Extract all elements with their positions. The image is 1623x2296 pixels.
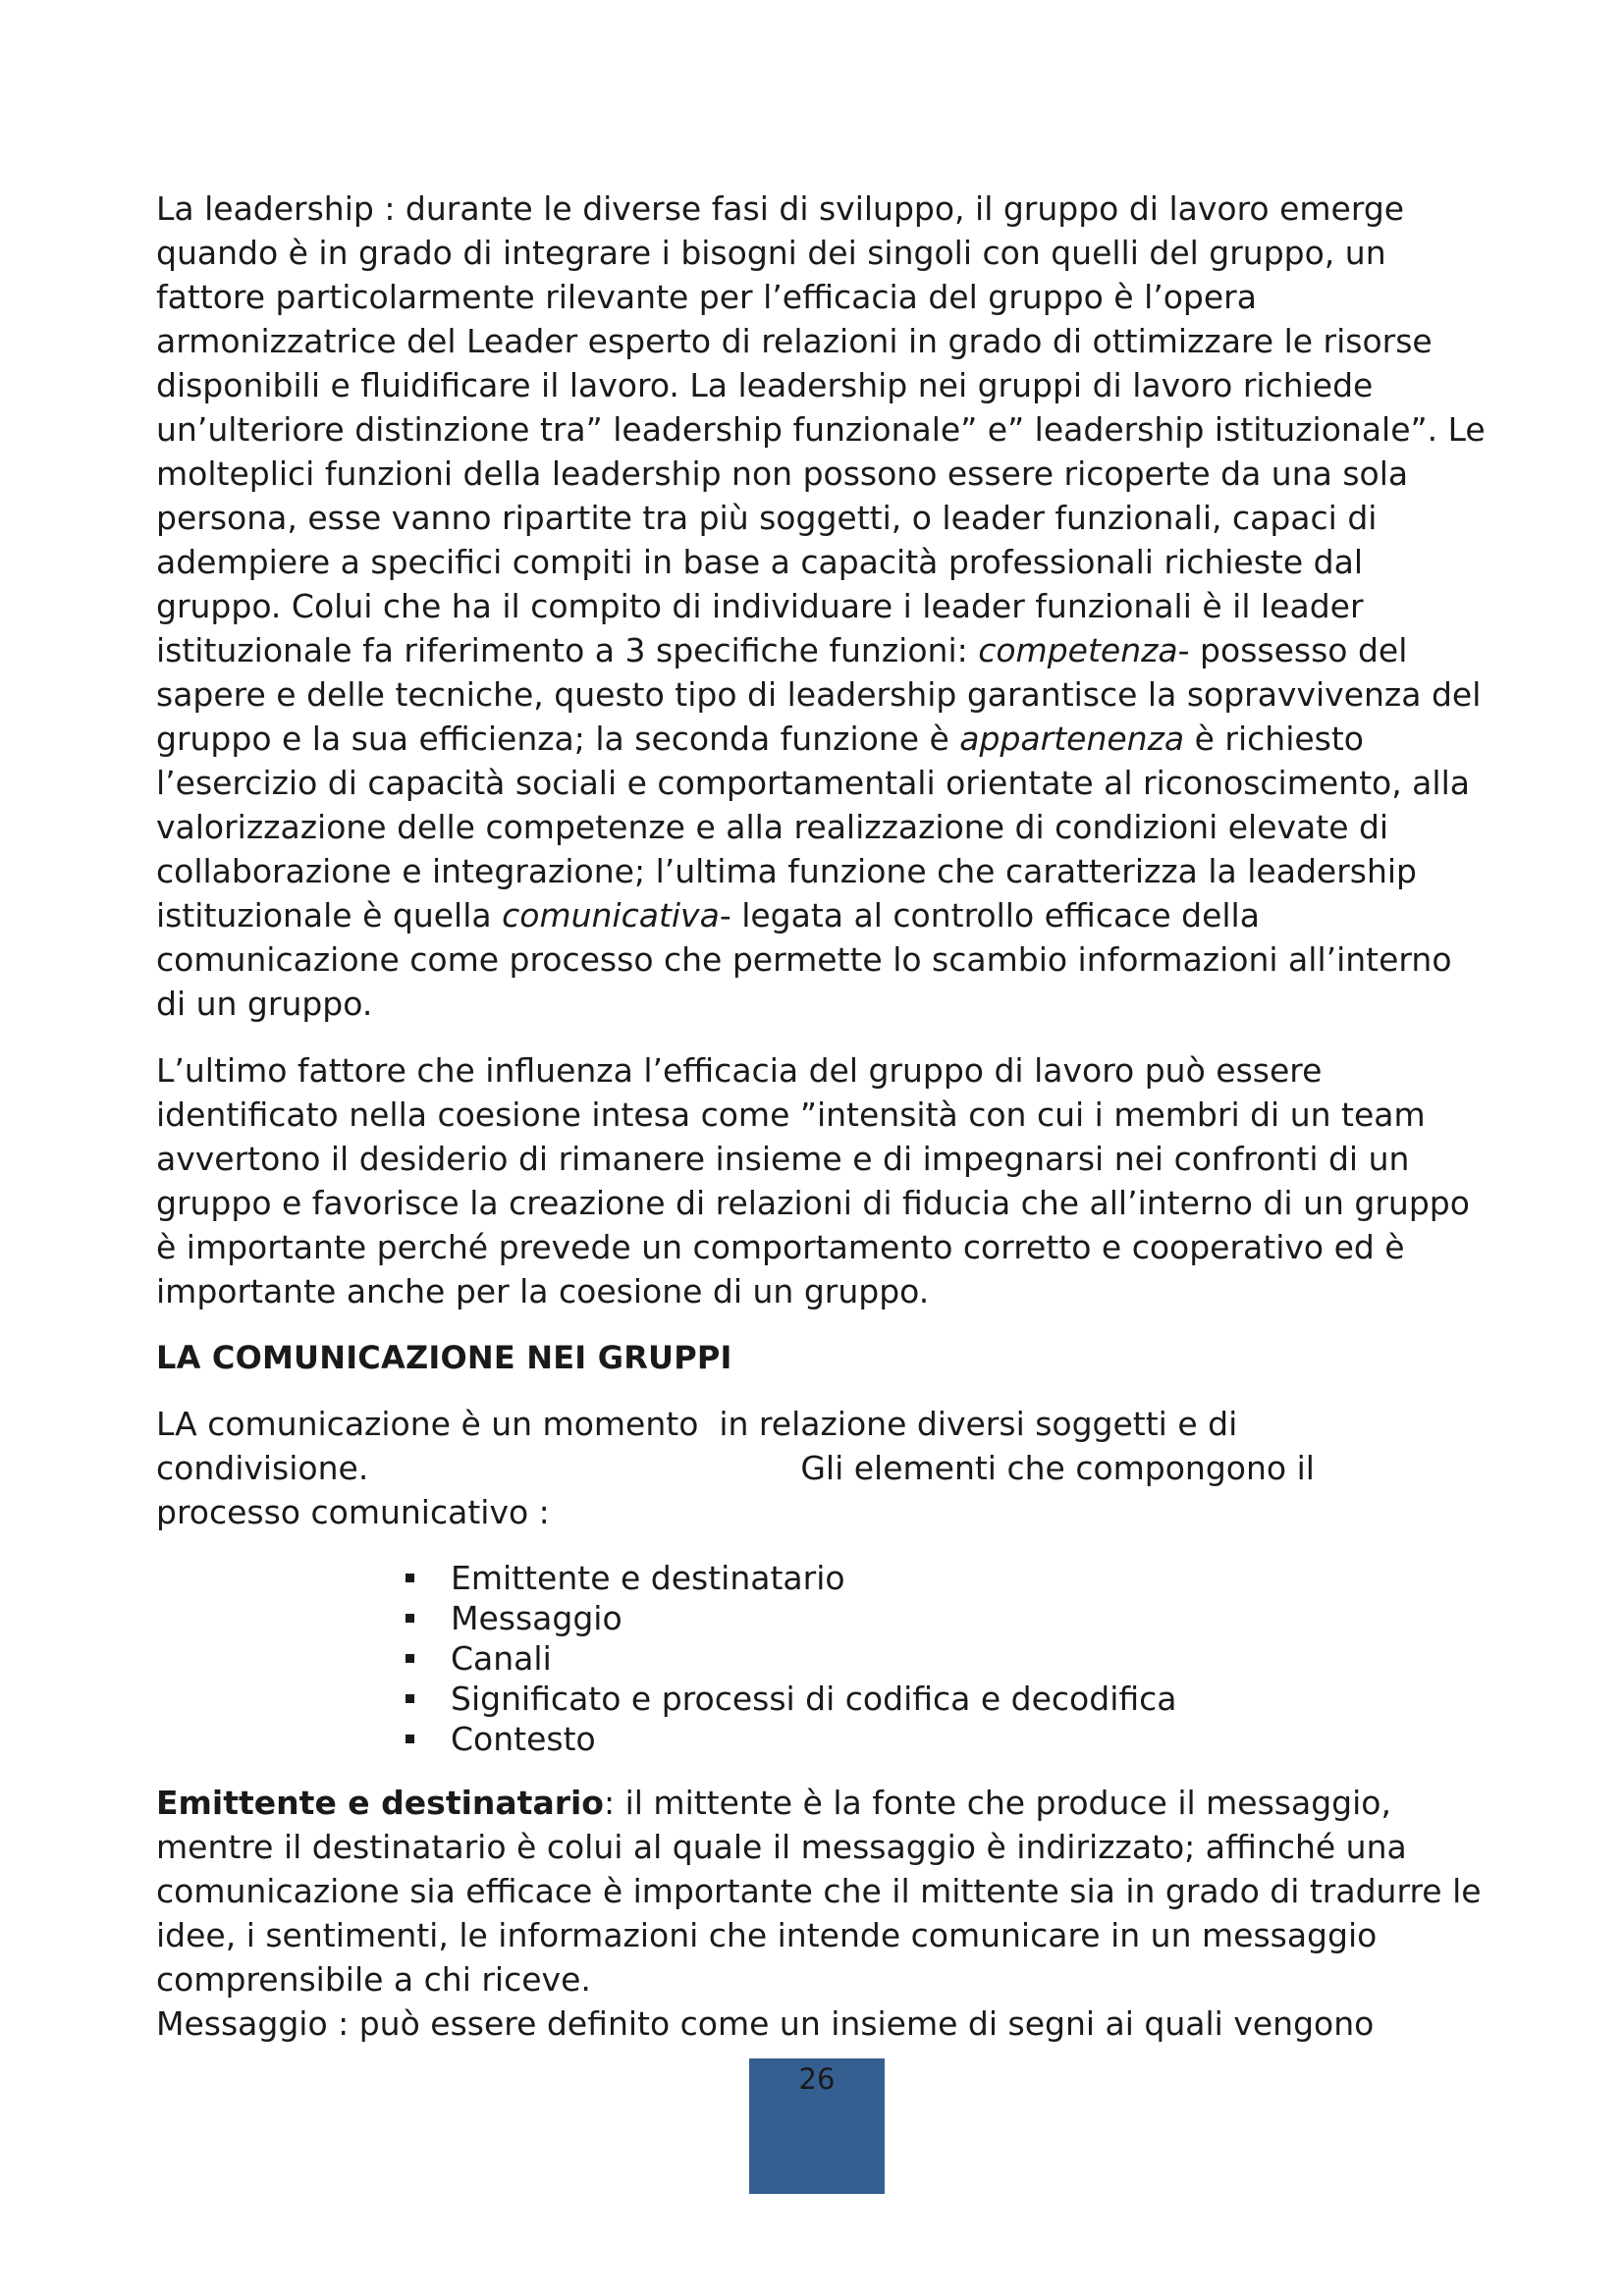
cohesion-paragraph: L’ultimo fattore che influenza l’efficacia del gruppo di lavoro può essere identificato nella coesione intesa come ”intensità con cui i membri di un team avvertono il desiderio di rimanere insieme e di impegnarsi nei confronti di un gruppo e favorisce la creazione di relazioni di fiducia che all’interno di un gruppo è importante perché prevede un comportamento corretto e cooperativo ed è importante anche per la coesione di un gruppo.	[156, 1051, 1470, 1310]
list-item: Emittente e destinatario	[402, 1558, 1491, 1598]
term-emittente: Emittente e destinatario	[156, 1784, 604, 1822]
list-item: Canali	[402, 1638, 1491, 1679]
section-heading: LA COMUNICAZIONE NEI GRUPPI	[156, 1339, 732, 1376]
list-item: Significato e processi di codifica e decodifica	[402, 1679, 1491, 1719]
communication-intro	[156, 1402, 1491, 1534]
elements-list	[156, 1558, 1491, 1759]
intro-line-2b: Gli elementi che compongono il	[800, 1449, 1315, 1487]
term-appartenenza: appartenenza	[959, 720, 1185, 758]
emittente-text: : il mittente è la fonte che produce il messaggio, mentre il destinatario è colui al quale il messaggio è indirizzato; affinché una comunicazione sia efficace è importante che il mittente sia in grado di tradurre le idee, i sentimenti, le informazioni che intende comunicare in un messaggio comprensibile a chi riceve.	[156, 1784, 1482, 1999]
leadership-text-part4: - legata al controllo efficace della comunicazione come processo che permette lo scambio informazioni all’interno di un gruppo.	[156, 896, 1452, 1023]
page-number: 26	[798, 2062, 836, 2096]
list-item: Messaggio	[402, 1598, 1491, 1638]
square-bullet-icon	[406, 1574, 414, 1582]
term-competenza: competenza	[978, 631, 1178, 669]
leadership-text-part3: è richiesto l’esercizio di capacità sociali e comportamentali orientate al riconoscimento, alla valorizzazione delle competenze e alla realizzazione di condizioni elevate di collaborazione e integrazione; l’ultima funzione che caratterizza la leadership istituzionale è quella	[156, 720, 1470, 934]
leadership-text-part2: - possesso del sapere e delle tecniche, questo tipo di leadership garantisce la sopravvivenza del gruppo e la sua efficienza; la seconda funzione è	[156, 631, 1482, 758]
square-bullet-icon	[406, 1614, 414, 1623]
messaggio-line: Messaggio : può essere definito come un insieme di segni ai quali vengono	[156, 2004, 1375, 2043]
page-number-box	[749, 2058, 885, 2194]
square-bullet-icon	[406, 1735, 414, 1743]
term-comunicativa: comunicativa	[502, 896, 720, 934]
list-item: Contesto	[402, 1719, 1491, 1759]
square-bullet-icon	[406, 1694, 414, 1703]
square-bullet-icon	[406, 1654, 414, 1663]
intro-line-2a: condivisione.	[156, 1449, 369, 1487]
emittente-paragraph	[156, 1781, 1491, 2002]
page-body	[156, 187, 1491, 2046]
intro-line-3: processo comunicativo :	[156, 1493, 550, 1531]
intro-line-1: LA comunicazione è un momento in relazione diversi soggetti e di	[156, 1405, 1238, 1443]
leadership-text-part1: La leadership : durante le diverse fasi di sviluppo, il gruppo di lavoro emerge quando è in grado di integrare i bisogni dei singoli con quelli del gruppo, un fattore particolarmente rilevante per l’efficacia del gruppo è l’opera armonizzatrice del Leader esperto di relazioni in grado di ottimizzare le risorse disponibili e fluidificare il lavoro. La leadership nei gruppi di lavoro richiede un’ulteriore distinzione tra” leadership funzionale” e” leadership istituzionale”. Le molteplici funzioni della leadership non possono essere ricoperte da una sola persona, esse vanno ripartite tra più soggetti, o leader funzionali, capaci di adempiere a specifici compiti in base a capacità professionali richieste dal gruppo. Colui che ha il compito di individuare i leader funzionali è il leader istituzionale fa riferimento a 3 specifiche funzioni:	[156, 189, 1486, 669]
leadership-paragraph	[156, 187, 1491, 1026]
intro-line-2	[156, 1446, 1491, 1490]
